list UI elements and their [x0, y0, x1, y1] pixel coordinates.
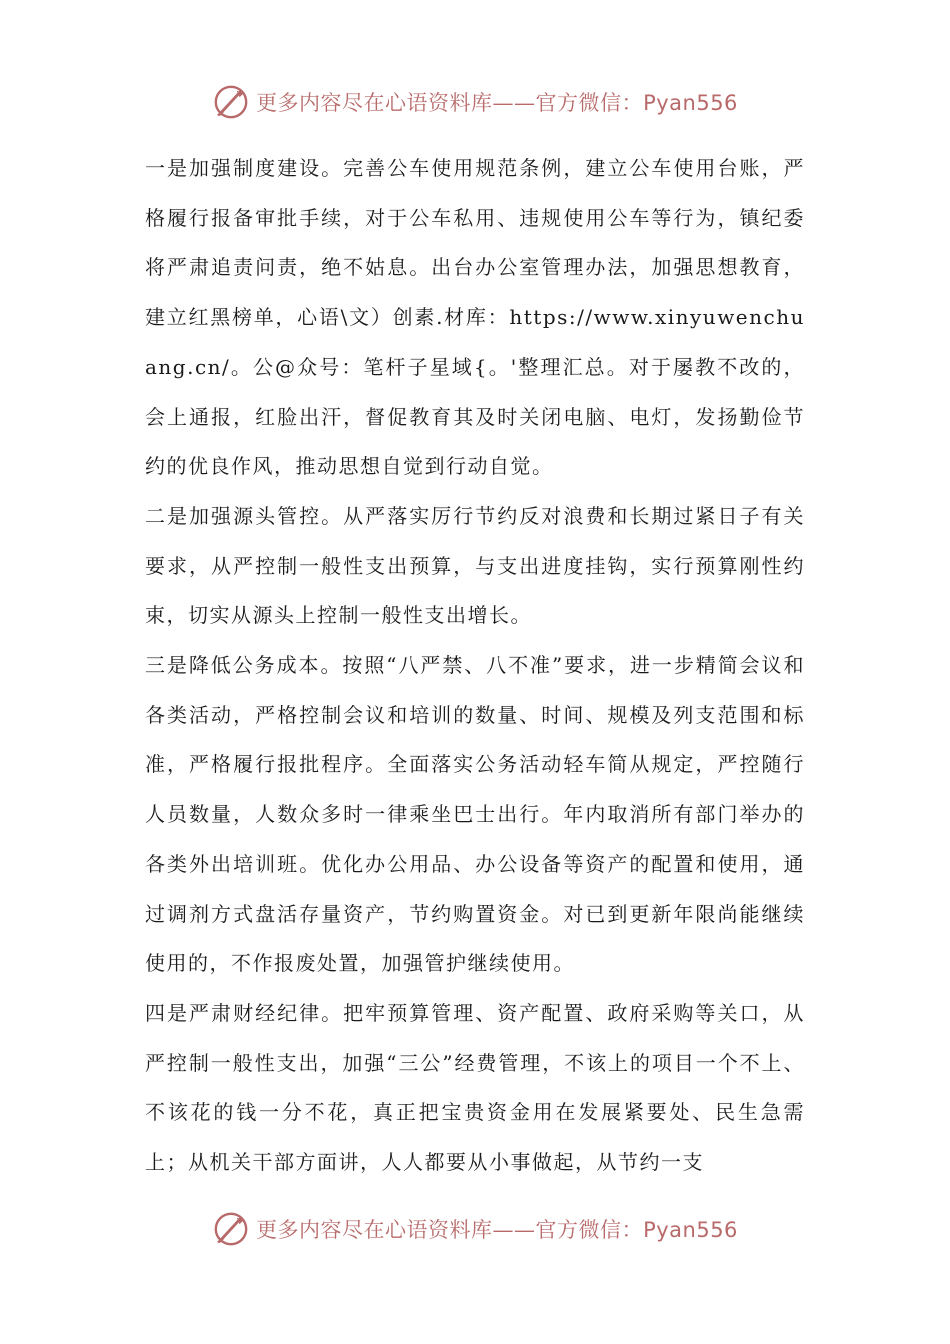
paragraph-4: 四是严肃财经纪律。把牢预算管理、资产配置、政府采购等关口，从严控制一般性支出，加强“三公”经费管理，不该上的项目一个不上、不该花的钱一分不花，真正把宝贵资金用在发展紧要处、民生急需上；从机关干部方面讲，人人都要从小事做起，从节约一支	[145, 1000, 805, 1175]
header-banner	[0, 78, 950, 126]
wechat-id: Pyan556	[643, 1218, 738, 1242]
paragraph-1: 一是加强制度建设。完善公车使用规范条例，建立公车使用台账，严格履行报备审批手续，对于公车私用、违规使用公车等行为，镇纪委将严肃追责问责，绝不姑息。出台办公室管理办法，加强思想教育，建立红黑榜单，心语\文）创素.材库：https://www.xinyuwenchuang.cn/。公@众号：笔杆子星域{。'整理汇总。对于屡教不改的，会上通报，红脸出汗，督促教育其及时关闭电脑、电灯，发扬勤俭节约的优良作风，推动思想自觉到行动自觉。	[145, 156, 805, 479]
banner-text: 更多内容尽在心语资料库——官方微信：Pyan556	[256, 91, 738, 115]
document-body	[145, 144, 805, 1188]
paragraph-3: 三是降低公务成本。按照“八严禁、八不准”要求，进一步精简会议和各类活动，严格控制会议和培训的数量、时间、规模及列支范围和标准，严格履行报批程序。全面落实公务活动轻车简从规定，严控随行人员数量，人数众多时一律乘坐巴士出行。年内取消所有部门举办的各类外出培训班。优化办公用品、办公设备等资产的配置和使用，通过调剂方式盘活存量资产，节约购置资金。对已到更新年限尚能继续使用的，不作报废处置，加强管护继续使用。	[145, 653, 805, 976]
footer-banner	[0, 1205, 950, 1253]
pen-logo-icon	[212, 1210, 250, 1248]
banner-text: 更多内容尽在心语资料库——官方微信：Pyan556	[256, 1218, 738, 1242]
paragraph-2: 二是加强源头管控。从严落实厉行节约反对浪费和长期过紧日子有关要求，从严控制一般性支出预算，与支出进度挂钩，实行预算刚性约束，切实从源头上控制一般性支出增长。	[145, 503, 805, 628]
pen-logo-icon	[212, 83, 250, 121]
wechat-id: Pyan556	[643, 91, 738, 115]
